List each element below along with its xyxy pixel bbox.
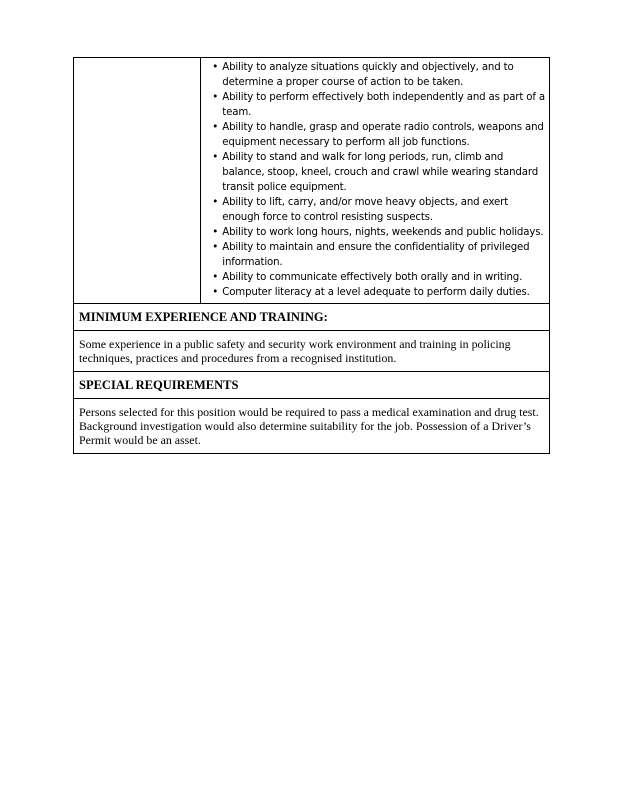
ability-text: Ability to communicate effectively both orally and in writing. [222, 272, 523, 283]
list-item [201, 90, 549, 120]
special-requirements-text: Persons selected for this position would be required to pass a medical examination and drug test. Background investigation would also determine suitability for the job. Possession of a Driver’s Permit would be an asset. [74, 399, 550, 454]
ability-text: Ability to stand and walk for long periods, run, climb and balance, stoop, kneel, crouch and crawl while wearing standard transit police equipment. [222, 152, 539, 193]
minimum-experience-heading: MINIMUM EXPERIENCE AND TRAINING: [74, 304, 550, 331]
bullet-icon: • [212, 227, 219, 238]
abilities-row [74, 58, 550, 304]
list-item [201, 225, 549, 240]
ability-text: Ability to perform effectively both independently and as part of a team. [222, 92, 545, 118]
minimum-experience-heading-row [74, 304, 550, 331]
list-item [201, 270, 549, 285]
ability-text: Ability to maintain and ensure the confidentiality of privileged information. [222, 242, 530, 268]
ability-text: Ability to work long hours, nights, weekends and public holidays. [222, 227, 544, 238]
list-item [201, 240, 549, 270]
list-item [201, 150, 549, 195]
bullet-icon: • [212, 242, 219, 253]
list-item [201, 120, 549, 150]
bullet-icon: • [212, 287, 219, 298]
bullet-icon: • [212, 122, 219, 133]
list-item [201, 285, 549, 300]
job-description-table [73, 57, 550, 454]
ability-text: Ability to lift, carry, and/or move heavy objects, and exert enough force to control resisting suspects. [222, 197, 509, 223]
special-requirements-heading: SPECIAL REQUIREMENTS [74, 372, 550, 399]
bullet-icon: • [212, 272, 219, 283]
abilities-label-cell [74, 58, 201, 304]
ability-text: Computer literacy at a level adequate to perform daily duties. [222, 287, 530, 298]
list-item [201, 195, 549, 225]
bullet-icon: • [212, 197, 219, 208]
special-requirements-body-row [74, 399, 550, 454]
ability-text: Ability to analyze situations quickly and objectively, and to determine a proper course of action to be taken. [222, 62, 514, 88]
ability-text: Ability to handle, grasp and operate radio controls, weapons and equipment necessary to perform all job functions. [222, 122, 544, 148]
special-requirements-heading-row [74, 372, 550, 399]
bullet-icon: • [212, 152, 219, 163]
minimum-experience-text: Some experience in a public safety and security work environment and training in policing techniques, practices and procedures from a recognised institution. [74, 331, 550, 372]
bullet-icon: • [212, 92, 219, 103]
abilities-cell [201, 58, 550, 304]
list-item [201, 60, 549, 90]
bullet-icon: • [212, 62, 219, 73]
abilities-list [201, 58, 549, 303]
minimum-experience-body-row [74, 331, 550, 372]
